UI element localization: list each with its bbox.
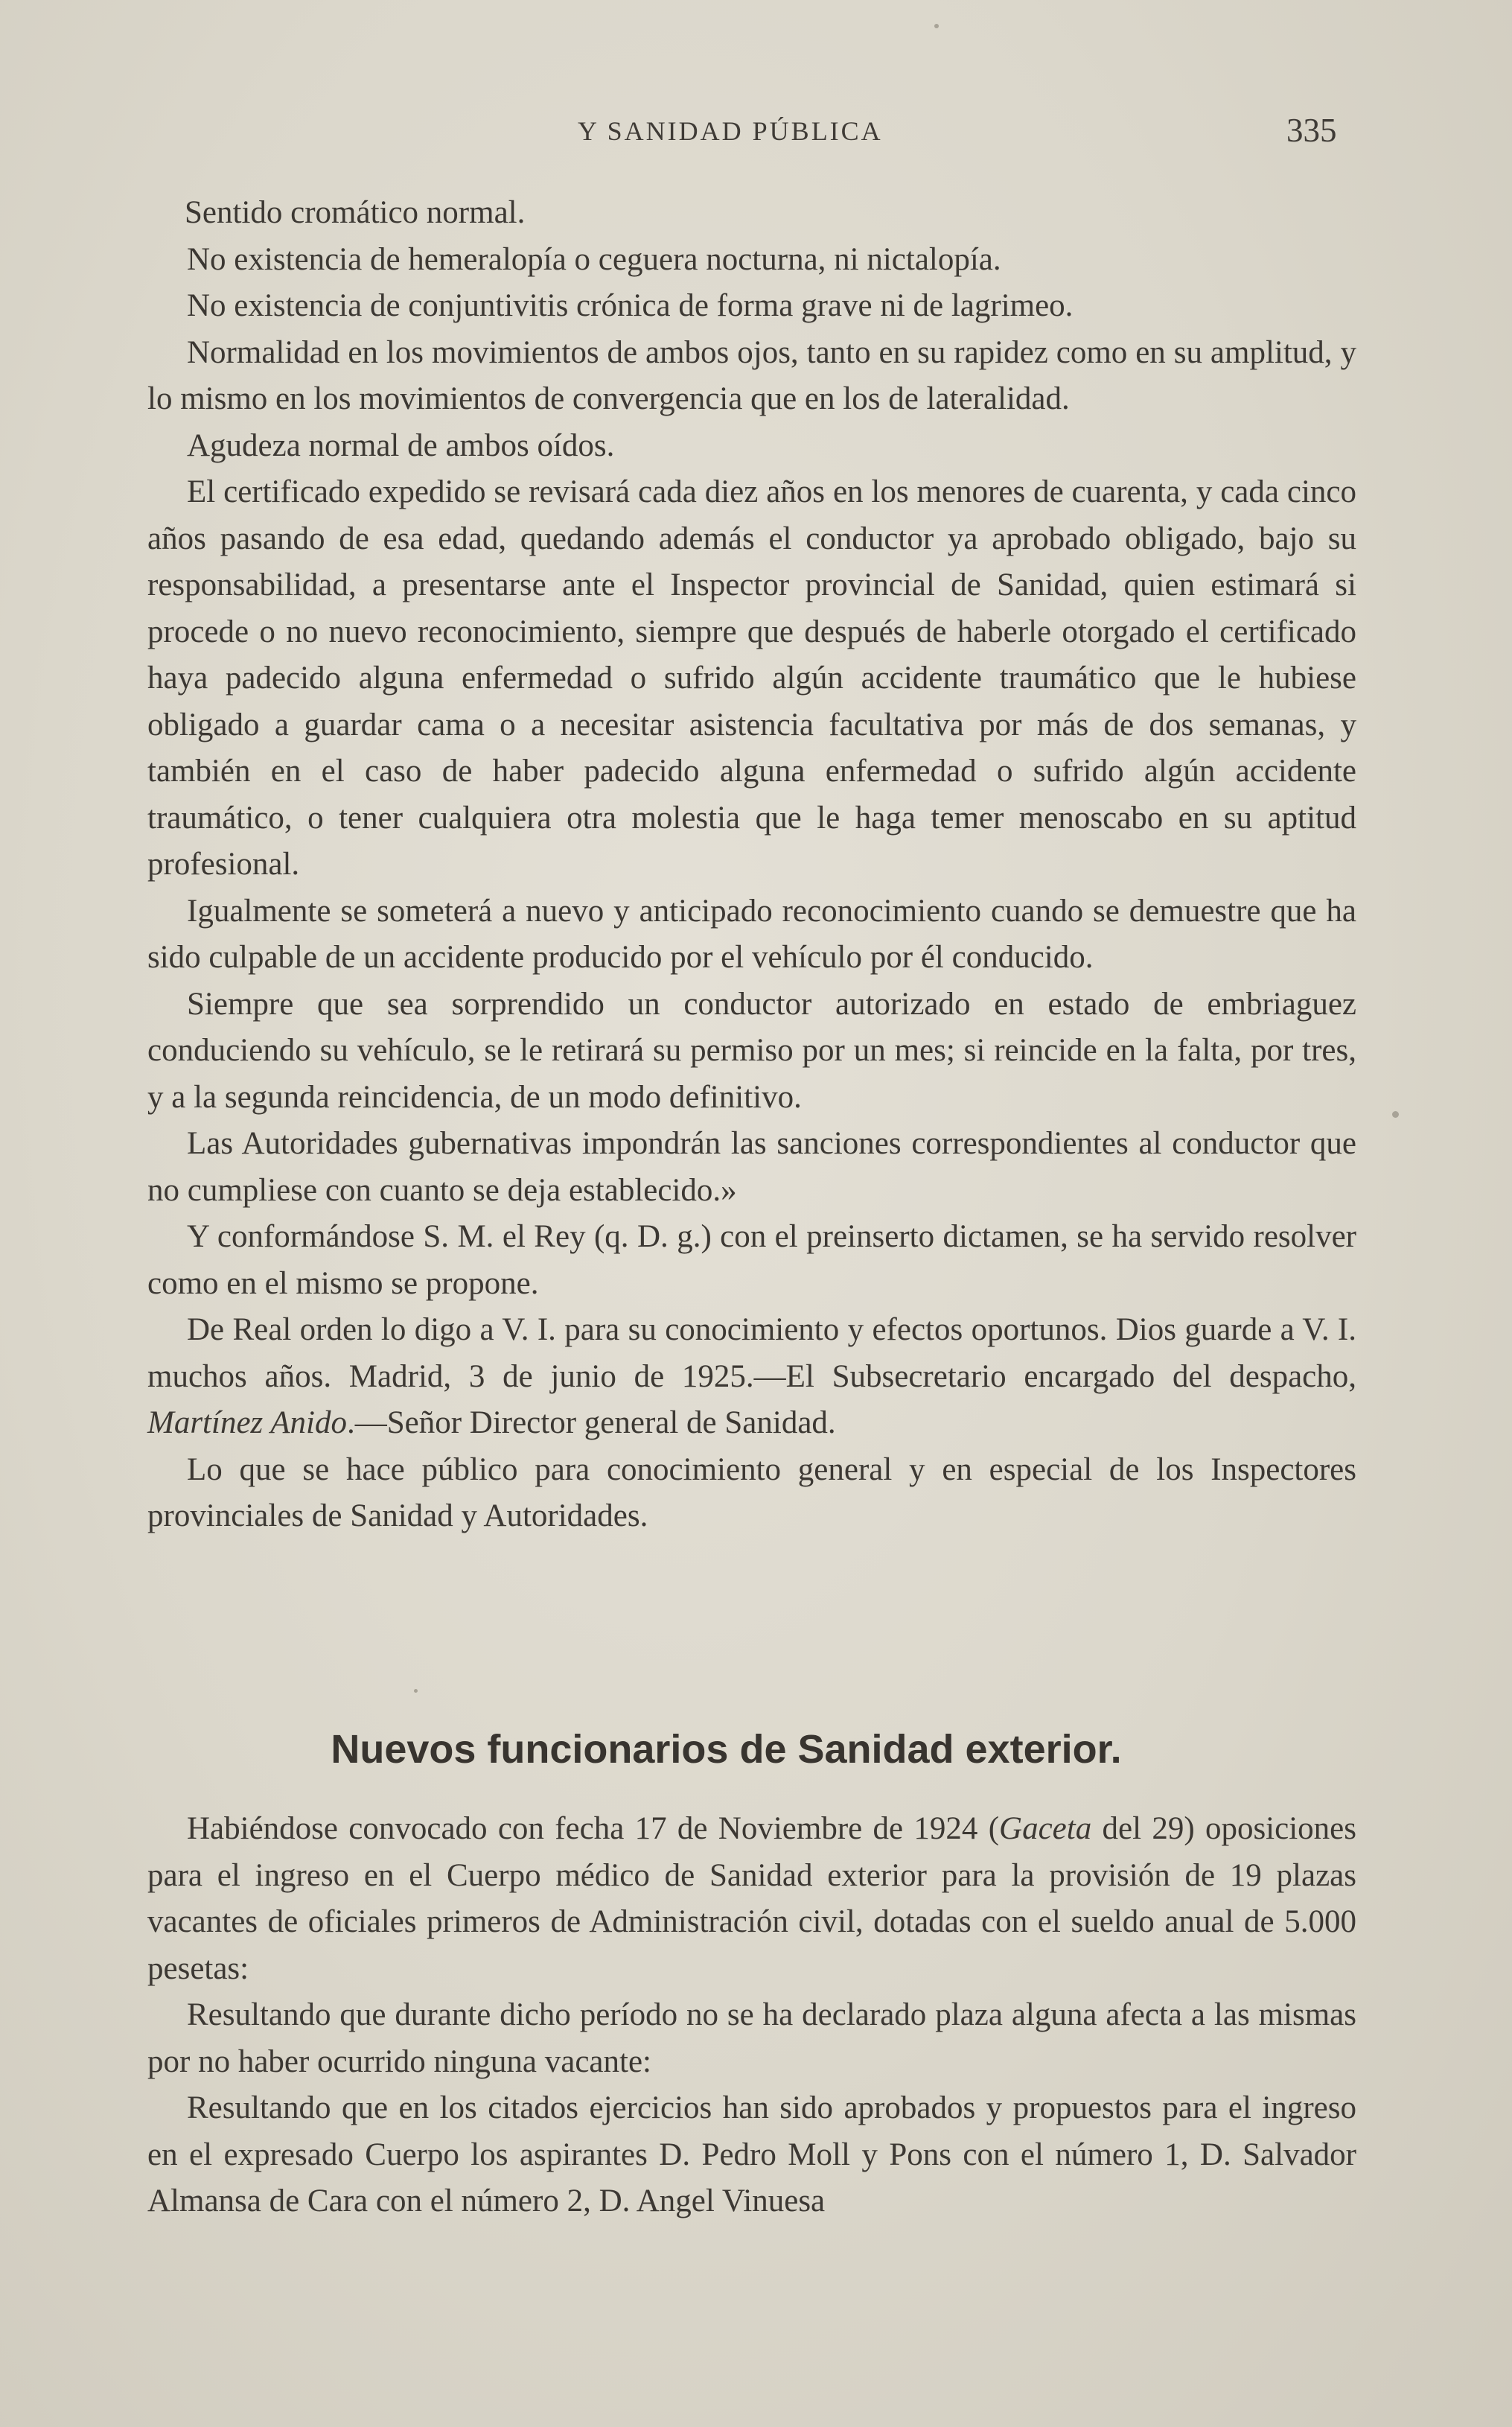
page-number: 335 bbox=[1286, 112, 1337, 149]
paragraph: Las Autoridades gubernativas impondrán las sanciones correspondientes al conductor que no cumpliese con cuanto se deja establecido.» bbox=[147, 1126, 1356, 1208]
section-title: Nuevos funcionarios de Sanidad exterior. bbox=[331, 1727, 1122, 1772]
paragraph: Normalidad en los movimientos de ambos ojos, tanto en su rapidez como en su amplitud, y lo mismo en los movimientos de convergencia que en los de lateralidad. bbox=[147, 334, 1356, 416]
running-header bbox=[0, 112, 1512, 160]
paragraph: Resultando que durante dicho período no se ha declarado plaza alguna afecta a las mismas por no haber ocurrido ninguna vacante: bbox=[147, 1997, 1356, 2079]
paper-speck bbox=[1392, 1111, 1399, 1118]
paragraph: Igualmente se someterá a nuevo y anticipado reconocimiento cuando se demuestre que ha sido culpable de un accidente producido por el vehículo por él conducido. bbox=[147, 893, 1356, 975]
paper-speck bbox=[934, 24, 939, 28]
paragraph: Agudeza normal de ambos oídos. bbox=[187, 427, 615, 463]
paragraph: El certificado expedido se revisará cada diez años en los menores de cuarenta, y cada cinco años pasando de esa edad, quedando además el conductor ya aprobado obligado, bajo su responsabilidad, a presentarse ante el Inspector provincial de Sanidad, quien estimará si procede o no nuevo reconocimiento, siempre que después de haberle otorgado el certificado haya padecido alguna enfermedad o sufrido algún accidente traumático que le hubiese obligado a guardar cama o a necesitar asistencia facultativa por más de dos semanas, y también en el caso de haber padecido alguna enfermedad o sufrido algún accidente traumático, o tener cualquiera otra molestia que le haga temer menoscabo en su aptitud profesional. bbox=[147, 474, 1356, 882]
gazette-name: Gaceta bbox=[999, 1811, 1092, 1846]
paragraph: No existencia de conjuntivitis crónica de forma grave ni de lagrimeo. bbox=[187, 288, 1074, 323]
section-heading bbox=[0, 1726, 1512, 1772]
paper-speck bbox=[414, 1689, 418, 1693]
paragraph: Siempre que sea sorprendido un conductor autorizado en estado de embriaguez conduciendo su vehículo, se le retirará su permiso por un mes; si reincide en la falta, por tres, y a la segunda reincidencia, de un modo definitivo. bbox=[147, 986, 1356, 1115]
section-text bbox=[147, 1806, 1356, 2225]
signatory-name: Martínez Anido bbox=[147, 1405, 347, 1440]
closing-paragraph: Lo que se hace público para conocimiento general y en especial de los Inspectores provinciales de Sanidad y Autoridades. bbox=[147, 1451, 1356, 1533]
intro-paragraph bbox=[147, 1806, 1356, 1992]
paragraph: No existencia de hemeralopía o ceguera nocturna, ni nictalopía. bbox=[187, 241, 1001, 277]
running-title: Y SANIDAD PÚBLICA bbox=[578, 116, 883, 146]
intro-text: Habiéndose convocado con fecha 17 de Noviembre de 1924 ( bbox=[187, 1811, 1000, 1846]
real-orden-paragraph bbox=[147, 1307, 1356, 1447]
paragraph: Sentido cromático normal. bbox=[185, 195, 526, 230]
intro-text-continued: del 29) oposiciones para el ingreso en el Cuerpo médico de Sanidad exterior para la provisión de 19 plazas vacantes de oficiales primeros de Administración civil, dotadas con el sueldo anual de 5.000 pesetas: bbox=[147, 1811, 1356, 1986]
paragraph: Resultando que en los citados ejercicios han sido aprobados y propuestos para el ingreso en el expresado Cuerpo los aspirantes D. Pedro Moll y Pons con el número 1, D. Salvador Almansa de Cara con el número 2, D. Angel Vinuesa bbox=[147, 2090, 1356, 2218]
real-orden-text: De Real orden lo digo a V. I. para su conocimiento y efectos oportunos. Dios guarde a V. I. muchos años. Madrid, 3 de junio de 1925.—El Subsecretario encargado del despacho, bbox=[147, 1312, 1356, 1394]
real-orden-addressee: .—Señor Director general de Sanidad. bbox=[346, 1405, 836, 1440]
decree-text bbox=[147, 190, 1356, 1540]
paragraph: Y conformándose S. M. el Rey (q. D. g.) con el preinserto dictamen, se ha servido resolver como en el mismo se propone. bbox=[147, 1219, 1356, 1301]
